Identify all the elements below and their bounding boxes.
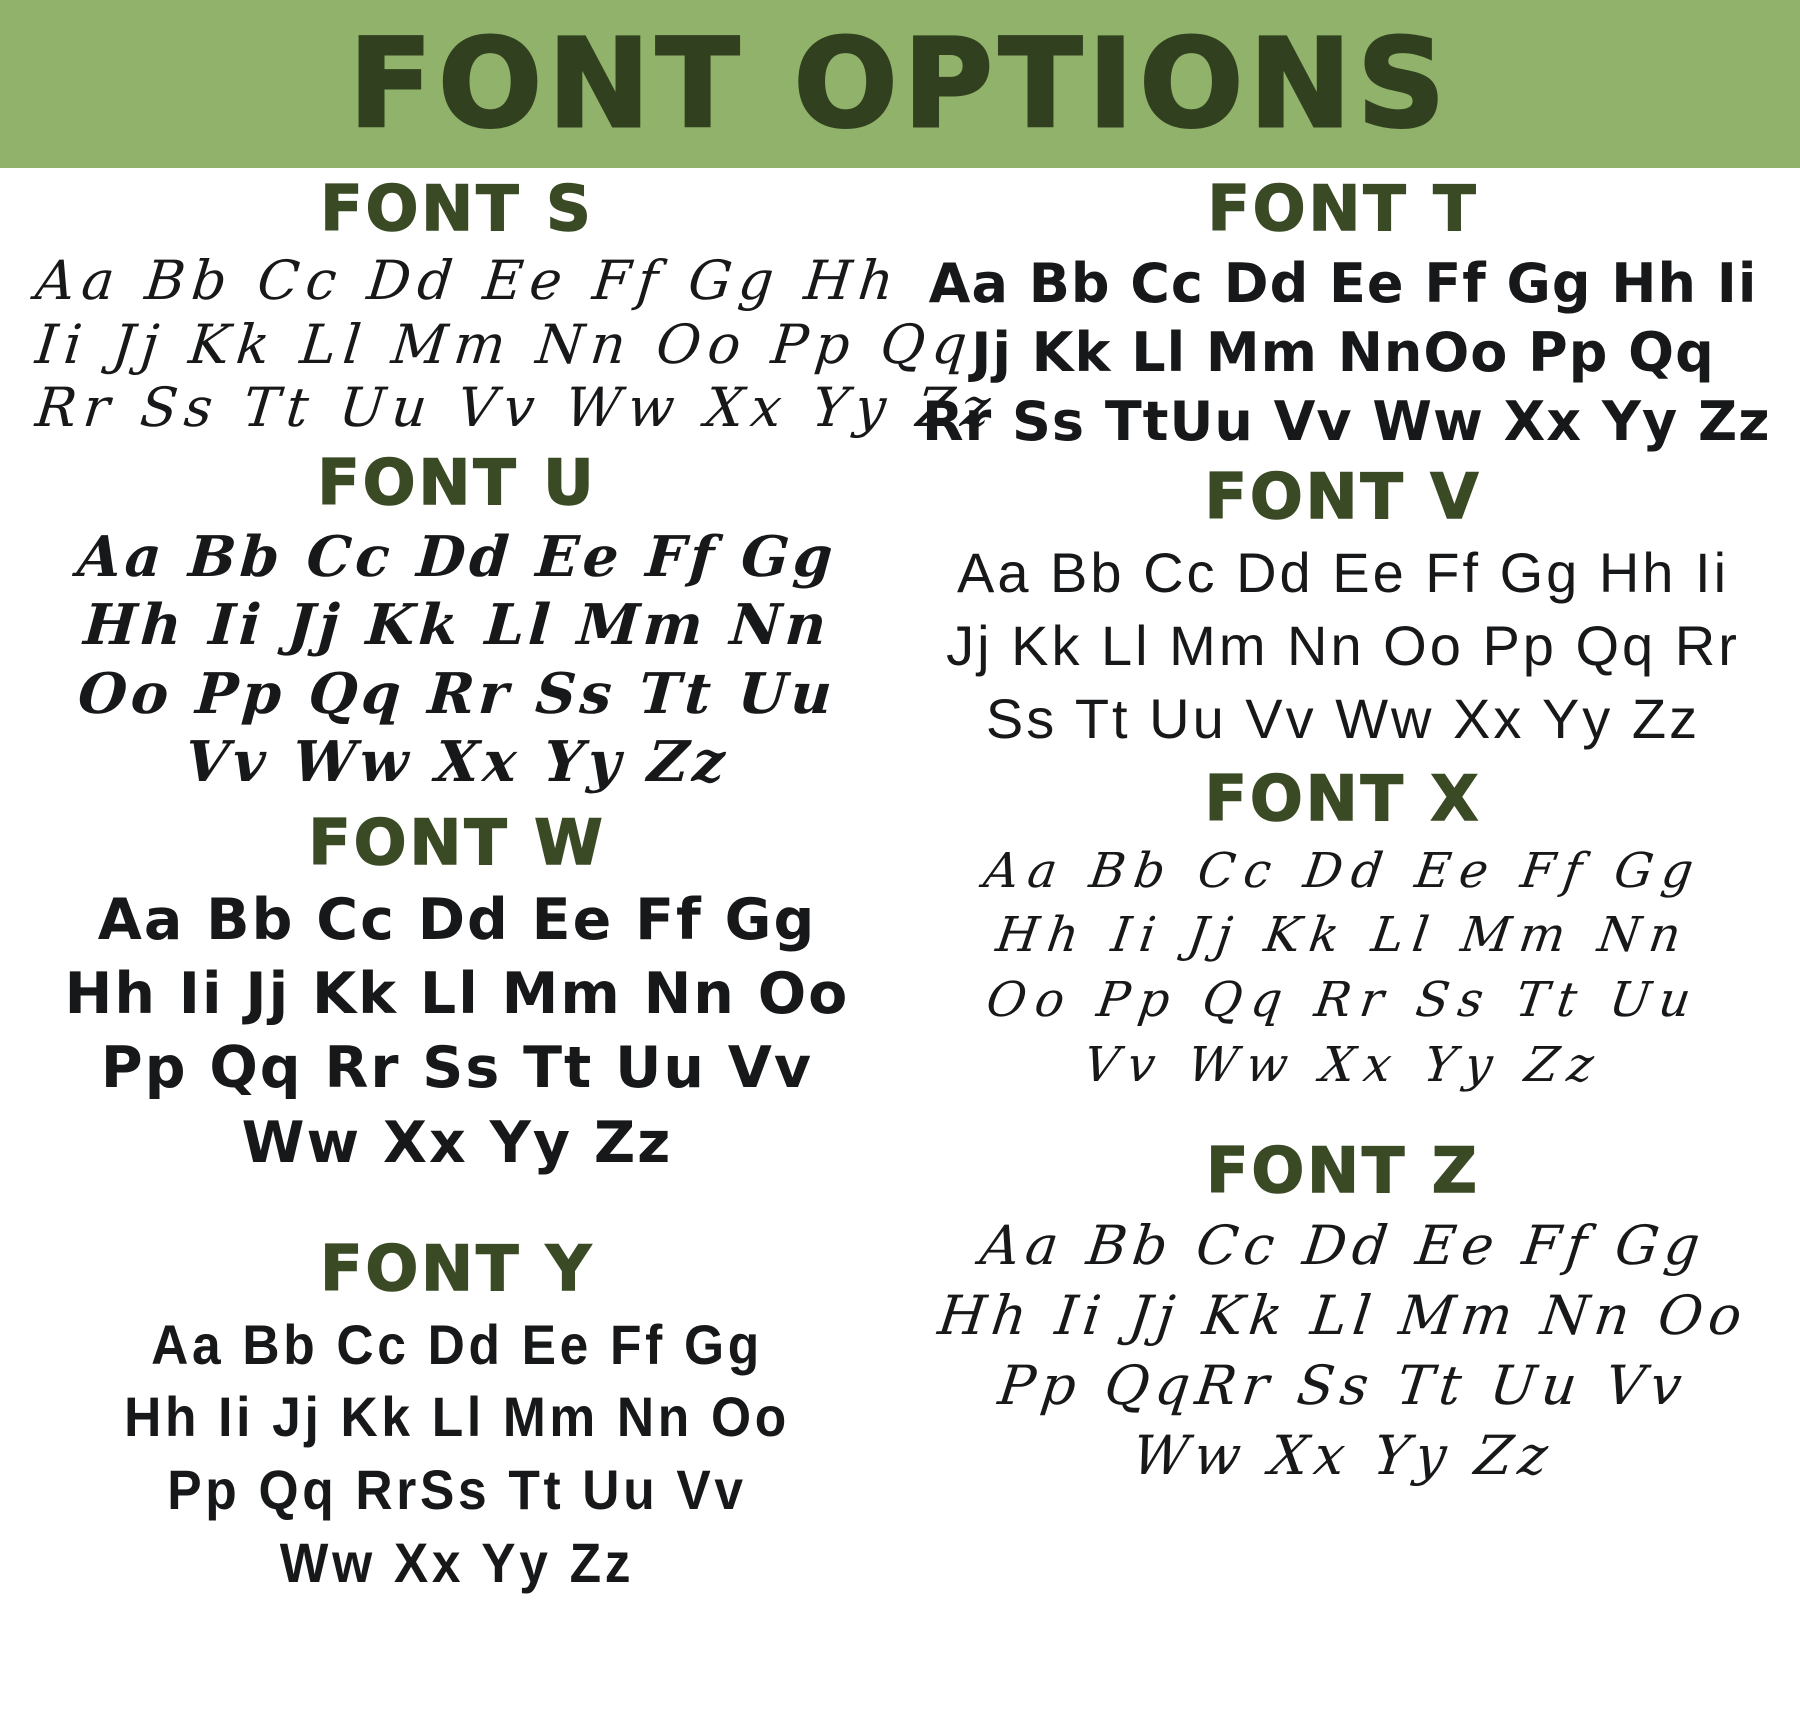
font-block-x[interactable] <box>922 761 1764 1098</box>
left-column <box>18 168 1001 1736</box>
font-specimen-y <box>36 1309 878 1600</box>
specimen-line: Hh Ii Jj Kk Ll Mm Nn <box>81 592 833 659</box>
font-block-y[interactable] <box>36 1231 878 1600</box>
specimen-line: Aa Bb Cc Dd Ee Ff Gg <box>75 524 839 591</box>
specimen-line: Aa Bb Cc Dd Ee Ff Gg Hh Ii <box>928 251 1758 315</box>
font-specimen-s <box>32 248 1001 440</box>
font-label-u: FONT U <box>317 446 597 520</box>
specimen-line: Hh Ii Jj Kk Ll Mm Nn Oo <box>124 1385 790 1449</box>
specimen-line: Hh Ii Jj Kk Ll Mm Nn Oo <box>64 961 850 1028</box>
specimen-line: Pp QqRr Ss Tt Uu Vv <box>995 1354 1692 1418</box>
specimen-line: Pp Qq Rr Ss Tt Uu Vv <box>100 1035 814 1102</box>
page-title: FONT OPTIONS <box>348 13 1452 155</box>
specimen-line: Aa Bb Cc Dd Ee Ff Gg <box>97 887 817 954</box>
specimen-line: Aa Bb Cc Dd Ee Ff Gg Hh Ii <box>956 541 1730 605</box>
specimen-line: Ss Tt Uu Vv Ww Xx Yy Zz <box>985 686 1701 750</box>
font-block-w[interactable] <box>36 806 878 1179</box>
font-block-v[interactable] <box>922 460 1764 755</box>
font-specimen-v <box>922 537 1764 755</box>
specimen-line: Jj Kk Ll Mm Nn Oo Pp Qq Rr <box>946 614 1740 678</box>
font-label-t: FONT T <box>1207 172 1479 245</box>
specimen-line: Vv Ww Xx Yy Zz <box>1080 1036 1606 1093</box>
specimen-line: Rr Ss Tt Uu Vv Ww Xx Yy Zz <box>32 376 1001 440</box>
specimen-line: Ii Jj Kk Ll Mm Nn Oo Pp Qq <box>32 312 977 376</box>
specimen-line: Ww Xx Yy Zz <box>241 1109 673 1176</box>
font-specimen-u <box>36 523 878 796</box>
font-block-z[interactable] <box>922 1133 1764 1492</box>
specimen-line: Aa Bb Cc Dd Ee Ff Gg <box>977 1213 1710 1277</box>
specimen-line: Ww Xx Yy Zz <box>1129 1424 1558 1488</box>
specimen-line: Hh Ii Jj Kk Ll Mm Nn Oo <box>934 1283 1752 1347</box>
font-block-s[interactable] <box>32 172 1001 440</box>
specimen-line: Vv Ww Xx Yy Zz <box>183 729 731 795</box>
font-label-y: FONT Y <box>320 1231 594 1305</box>
font-options-sheet <box>0 168 1800 1736</box>
font-block-t[interactable] <box>922 172 1771 456</box>
specimen-line: Aa Bb Cc Dd Ee Ff Gg Hh <box>32 248 904 312</box>
specimen-line: Oo Pp Qq Rr Ss Tt Uu <box>983 972 1704 1029</box>
specimen-line: Hh Ii Jj Kk Ll Mm Nn <box>992 907 1694 964</box>
columns-wrapper <box>18 168 1782 1736</box>
specimen-line: Rr Ss TtUu Vv Ww Xx Yy Zz <box>922 390 1771 454</box>
right-column <box>900 168 1782 1736</box>
specimen-line: Aa Bb Cc Dd Ee Ff Gg <box>980 842 1706 899</box>
font-specimen-t <box>922 249 1771 456</box>
font-specimen-x <box>922 839 1764 1098</box>
font-label-z: FONT Z <box>1206 1133 1480 1207</box>
font-specimen-w <box>36 883 878 1179</box>
specimen-line: Jj Kk Ll Mm NnOo Pp Qq <box>971 321 1715 385</box>
specimen-line: Pp Qq RrSs Tt Uu Vv <box>167 1458 747 1522</box>
font-label-v: FONT V <box>1204 460 1482 534</box>
font-block-u[interactable] <box>36 446 878 796</box>
font-label-x: FONT X <box>1204 761 1482 835</box>
specimen-line: Ww Xx Yy Zz <box>279 1530 635 1594</box>
font-label-w: FONT W <box>308 806 606 880</box>
font-label-s: FONT S <box>320 172 594 245</box>
specimen-line: Aa Bb Cc Dd Ee Ff Gg <box>151 1312 763 1376</box>
specimen-line: Oo Pp Qq Rr Ss Tt Uu <box>75 660 839 727</box>
font-specimen-z <box>922 1211 1764 1492</box>
header-banner <box>0 0 1800 168</box>
